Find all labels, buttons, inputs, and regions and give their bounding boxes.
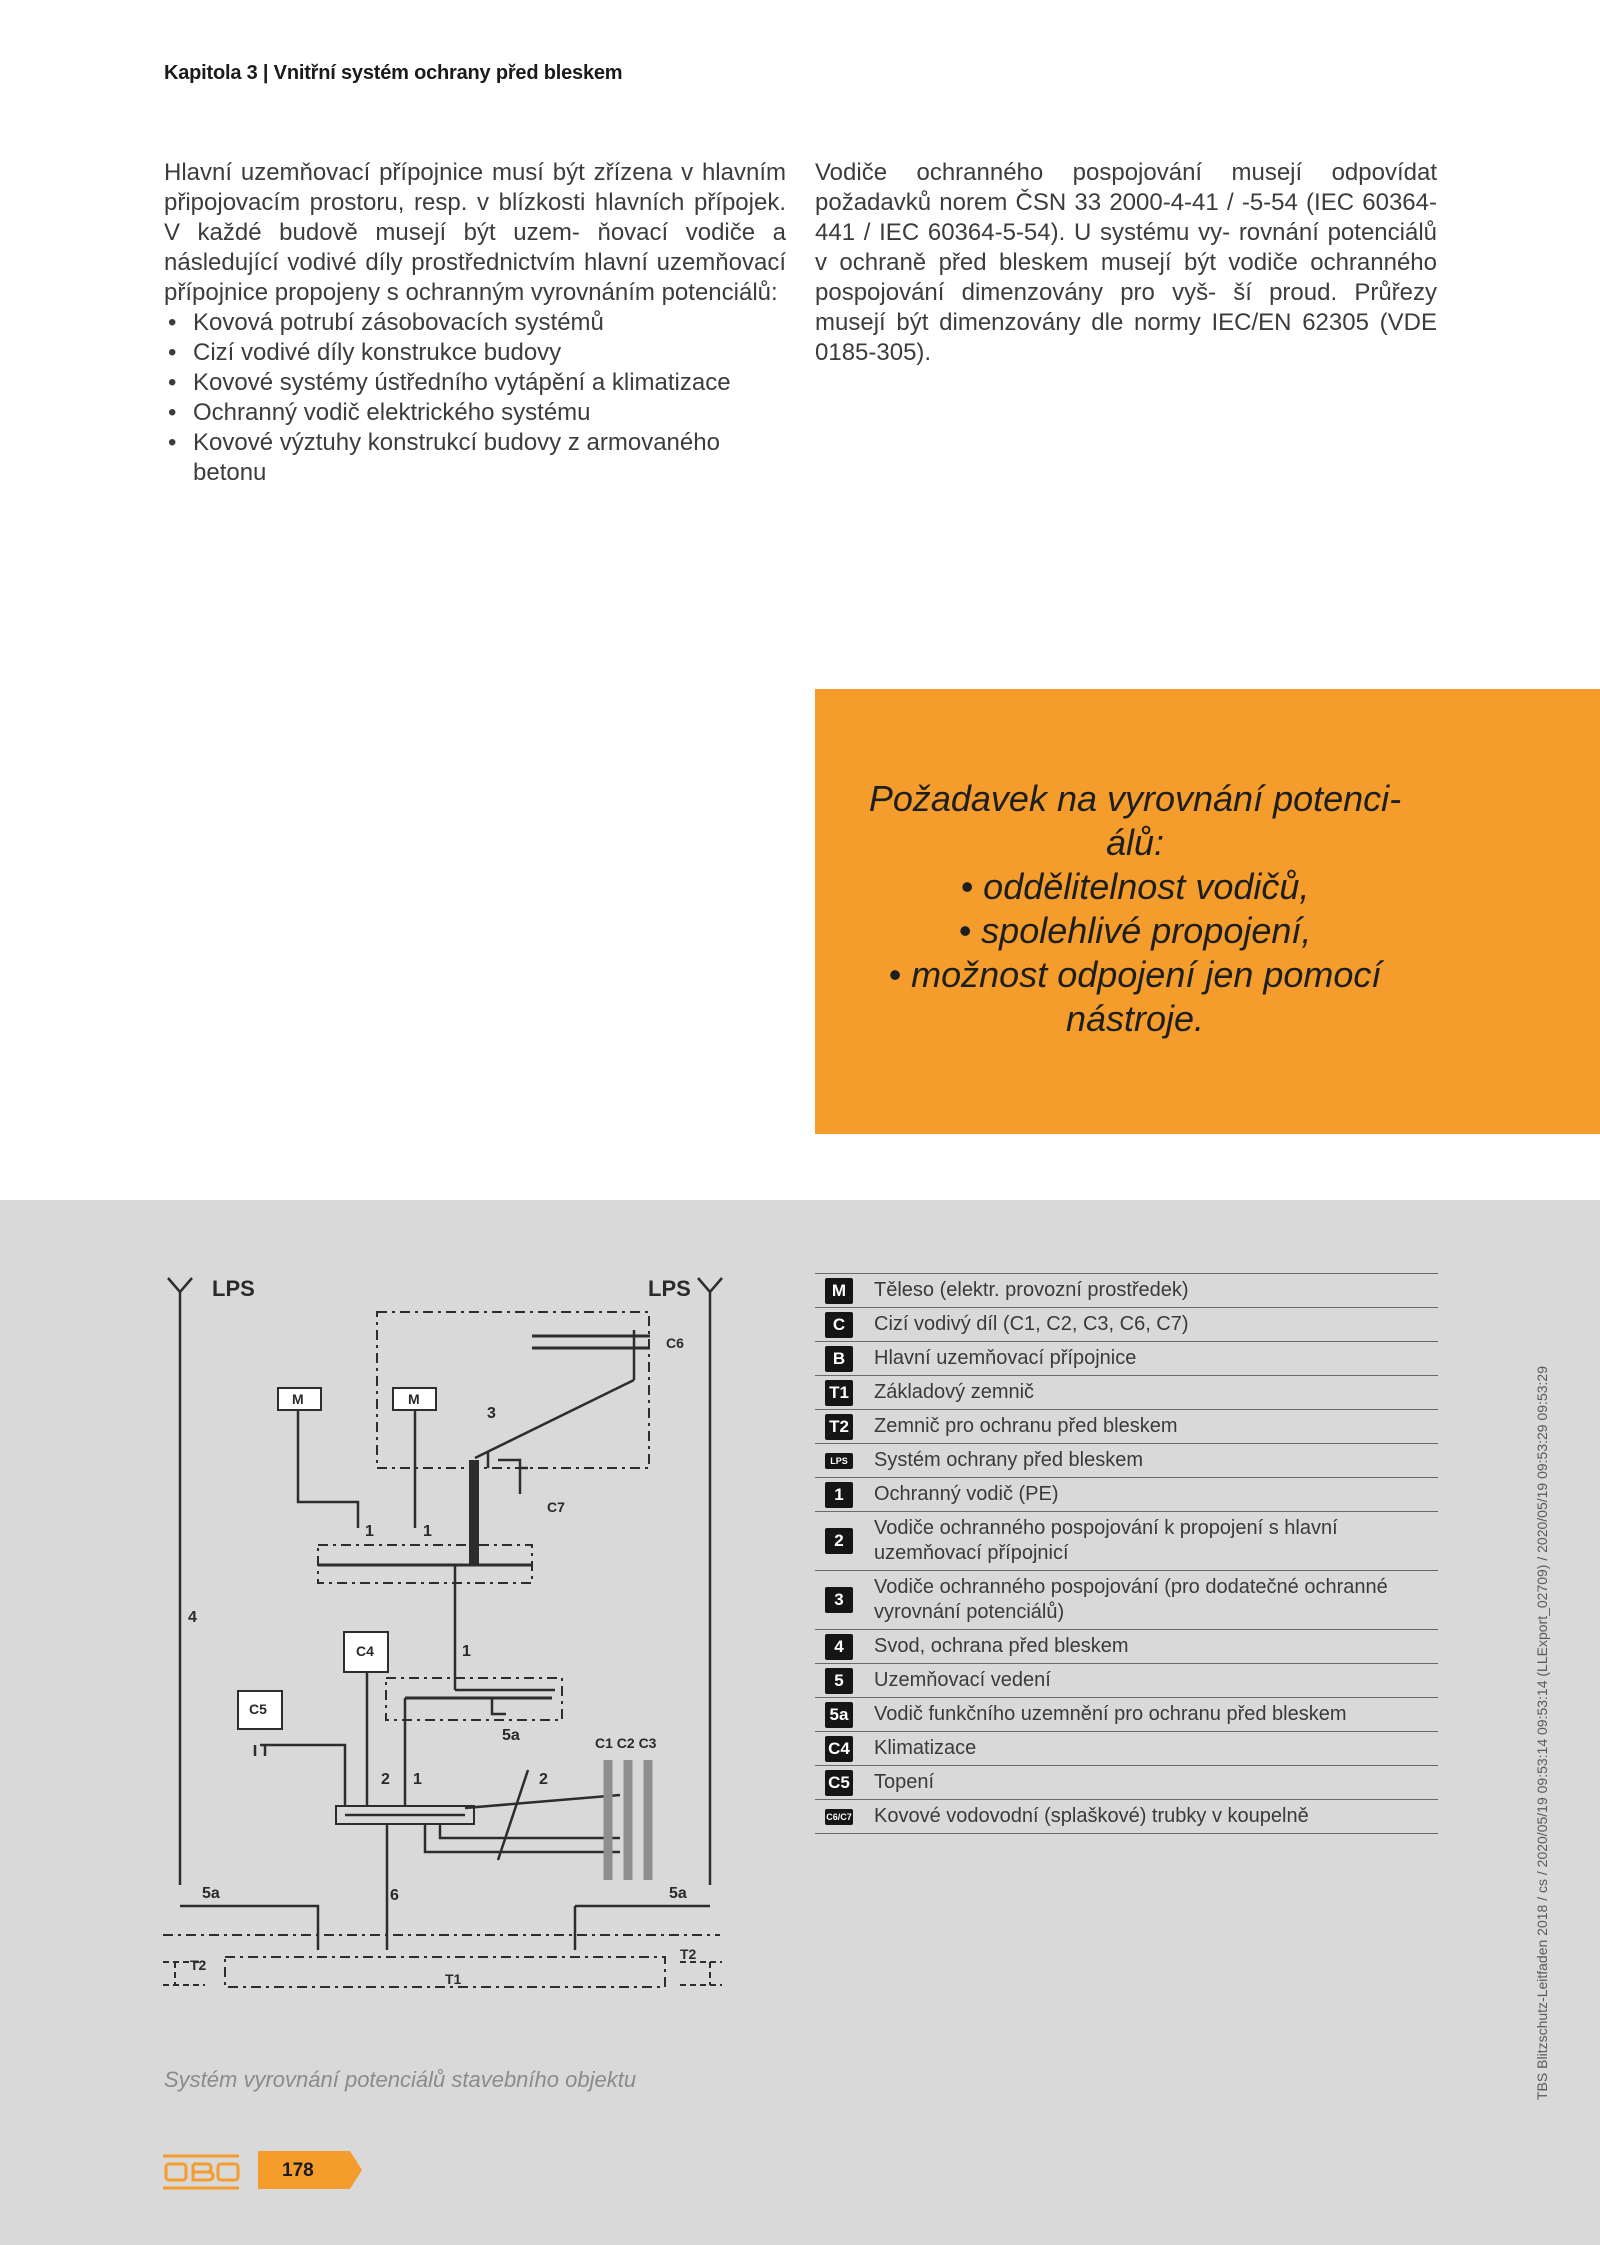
legend-row bbox=[815, 1511, 1438, 1570]
legend-badge: B bbox=[825, 1346, 853, 1372]
legend-badge: 5a bbox=[825, 1702, 853, 1728]
legend-row bbox=[815, 1307, 1438, 1341]
legend-badge: LPS bbox=[825, 1453, 853, 1469]
diagram-label: 2 bbox=[539, 1771, 548, 1788]
legend-badge: 1 bbox=[825, 1482, 853, 1508]
legend-row bbox=[815, 1731, 1438, 1765]
legend-badge: 4 bbox=[825, 1634, 853, 1660]
diagram-label: LPS bbox=[648, 1276, 691, 1301]
callout-text bbox=[815, 777, 1455, 1041]
diagram-label: 5a bbox=[669, 1885, 687, 1902]
diagram-label: C7 bbox=[547, 1499, 565, 1515]
legend-row bbox=[815, 1799, 1438, 1834]
legend-badge: T1 bbox=[825, 1380, 853, 1406]
legend-badge: 3 bbox=[825, 1587, 853, 1613]
legend-row bbox=[815, 1697, 1438, 1731]
legend-text: Kovové vodovodní (splaškové) trubky v koupelně bbox=[874, 1805, 1309, 1827]
legend-row bbox=[815, 1570, 1438, 1629]
diagram-label: T1 bbox=[445, 1971, 462, 1987]
legend-text: Zemnič pro ochranu před bleskem bbox=[874, 1415, 1178, 1437]
legend-badge: M bbox=[825, 1278, 853, 1304]
legend-text: Vodiče ochranného pospojování k propojení s hlavní uzemňovací přípojnicí bbox=[874, 1517, 1338, 1564]
diagram-label: T2 bbox=[190, 1957, 207, 1973]
diagram-label: C4 bbox=[356, 1643, 374, 1659]
legend-row bbox=[815, 1341, 1438, 1375]
legend-row bbox=[815, 1765, 1438, 1799]
legend-row bbox=[815, 1409, 1438, 1443]
diagram-label: M bbox=[292, 1391, 304, 1407]
page-number: 178 bbox=[282, 2160, 314, 2181]
legend-row bbox=[815, 1477, 1438, 1511]
legend-badge: 5 bbox=[825, 1668, 853, 1694]
diagram-label: C5 bbox=[249, 1701, 267, 1717]
diagram-label: 4 bbox=[188, 1609, 197, 1626]
legend-text: Svod, ochrana před bleskem bbox=[874, 1635, 1129, 1657]
callout-line: • spolehlivé propojení, bbox=[958, 910, 1312, 951]
list-item: • Kovové systémy ústředního vytápění a klimatizace bbox=[164, 368, 786, 398]
lps-right-antenna bbox=[698, 1278, 722, 1885]
legend-row bbox=[815, 1443, 1438, 1477]
right-column bbox=[815, 158, 1437, 368]
diagram-label: C1 C2 C3 bbox=[595, 1735, 657, 1751]
legend-row bbox=[815, 1629, 1438, 1663]
diagram-label: T2 bbox=[680, 1946, 697, 1962]
callout-line: álů: bbox=[1105, 822, 1165, 863]
legend-row bbox=[815, 1375, 1438, 1409]
diagram-label: 5a bbox=[202, 1885, 220, 1902]
list-item: • Ochranný vodič elektrického systému bbox=[164, 398, 786, 428]
requirement-callout bbox=[815, 689, 1600, 1134]
legend-text: Základový zemnič bbox=[874, 1381, 1035, 1403]
diagram-label: 1 bbox=[462, 1643, 471, 1660]
requirements-list bbox=[164, 308, 786, 488]
callout-line: • možnost odpojení jen pomocí bbox=[888, 954, 1382, 995]
legend-badge: T2 bbox=[825, 1414, 853, 1440]
legend-text: Uzemňovací vedení bbox=[874, 1669, 1051, 1691]
callout-line: Požadavek na vyrovnání potenci- bbox=[868, 778, 1402, 819]
legend-badge: C5 bbox=[825, 1770, 853, 1796]
diagram-label: 1 bbox=[423, 1523, 432, 1540]
legend-text: Systém ochrany před bleskem bbox=[874, 1449, 1144, 1471]
diagram-label: 6 bbox=[390, 1887, 399, 1904]
legend-row bbox=[815, 1663, 1438, 1697]
legend-text: Vodič funkčního uzemnění pro ochranu před bleskem bbox=[874, 1703, 1347, 1725]
diagram-label: C6 bbox=[666, 1335, 684, 1351]
legend-text: Cizí vodivý díl (C1, C2, C3, C6, C7) bbox=[874, 1313, 1189, 1335]
diagram-label: M bbox=[408, 1391, 420, 1407]
legend-table bbox=[815, 1273, 1438, 1834]
callout-line: • oddělitelnost vodičů, bbox=[960, 866, 1310, 907]
callout-line: nástroje. bbox=[1065, 998, 1205, 1039]
legend-text: Hlavní uzemňovací přípojnice bbox=[874, 1347, 1137, 1369]
diagram-label: LPS bbox=[212, 1276, 255, 1301]
legend-badge: C bbox=[825, 1312, 853, 1338]
side-note: TBS Blitzschutz-Leitfaden 2018 / cs / 2020/05/19 09:53:14 09:53:14 (LLExport_02709) / 2020/05/19 09:53:29 09:53:29 bbox=[1534, 1366, 1550, 2100]
legend-badge: C4 bbox=[825, 1736, 853, 1762]
legend-badge: 2 bbox=[825, 1528, 853, 1554]
left-column bbox=[164, 158, 786, 488]
diagram-label: 2 bbox=[381, 1771, 390, 1788]
diagram-label: 5a bbox=[502, 1727, 520, 1744]
equipotential-diagram bbox=[150, 1262, 750, 2012]
standards-paragraph: Vodiče ochranného pospojování musejí odpovídat požadavků norem ČSN 33 2000-4-41 / -5-54 (IEC 60364-441 / IEC 60364-5-54). U systému vy- rovnání potenciálů v ochraně před bleskem musejí být vodiče ochranného pospojování dimenzovány pro vyš- ší proud. Průřezy musejí být dimenzovány dle normy IEC/EN 62305 (VDE 0185-305). bbox=[815, 159, 1437, 366]
legend-row bbox=[815, 1273, 1438, 1307]
legend-text: Ochranný vodič (PE) bbox=[874, 1483, 1059, 1505]
legend-text: Těleso (elektr. provozní prostředek) bbox=[874, 1279, 1189, 1301]
diagram-label: 1 bbox=[365, 1523, 374, 1540]
diagram-label: 3 bbox=[487, 1405, 496, 1422]
chapter-header: Kapitola 3 | Vnitřní systém ochrany před bleskem bbox=[164, 62, 623, 84]
legend-text: Klimatizace bbox=[874, 1737, 977, 1759]
list-item: • Kovová potrubí zásobovacích systémů bbox=[164, 308, 786, 338]
lps-left-antenna bbox=[168, 1278, 192, 1885]
diagram-label: 1 bbox=[413, 1771, 422, 1788]
list-item: • Cizí vodivé díly konstrukce budovy bbox=[164, 338, 786, 368]
intro-paragraph: Hlavní uzemňovací přípojnice musí být zřízena v hlavním připojovacím prostoru, resp. v blízkosti hlavních přípojek. V každé budově musejí být uzem- ňovací vodiče a následující vodivé díly prostřednictvím hlavní uzemňovací přípojnice propojeny s ochranným vyrovnáním potenciálů: bbox=[164, 159, 786, 306]
figure-caption: Systém vyrovnání potenciálů stavebního objektu bbox=[164, 2067, 637, 2092]
legend-badge: C6/C7 bbox=[825, 1809, 853, 1825]
list-item: • Kovové výztuhy konstrukcí budovy z armovaného betonu bbox=[164, 428, 786, 488]
obo-logo bbox=[161, 2152, 241, 2192]
legend-text: Vodiče ochranného pospojování (pro dodatečné ochranné vyrovnání potenciálů) bbox=[874, 1576, 1388, 1623]
legend-text: Topení bbox=[874, 1771, 935, 1793]
